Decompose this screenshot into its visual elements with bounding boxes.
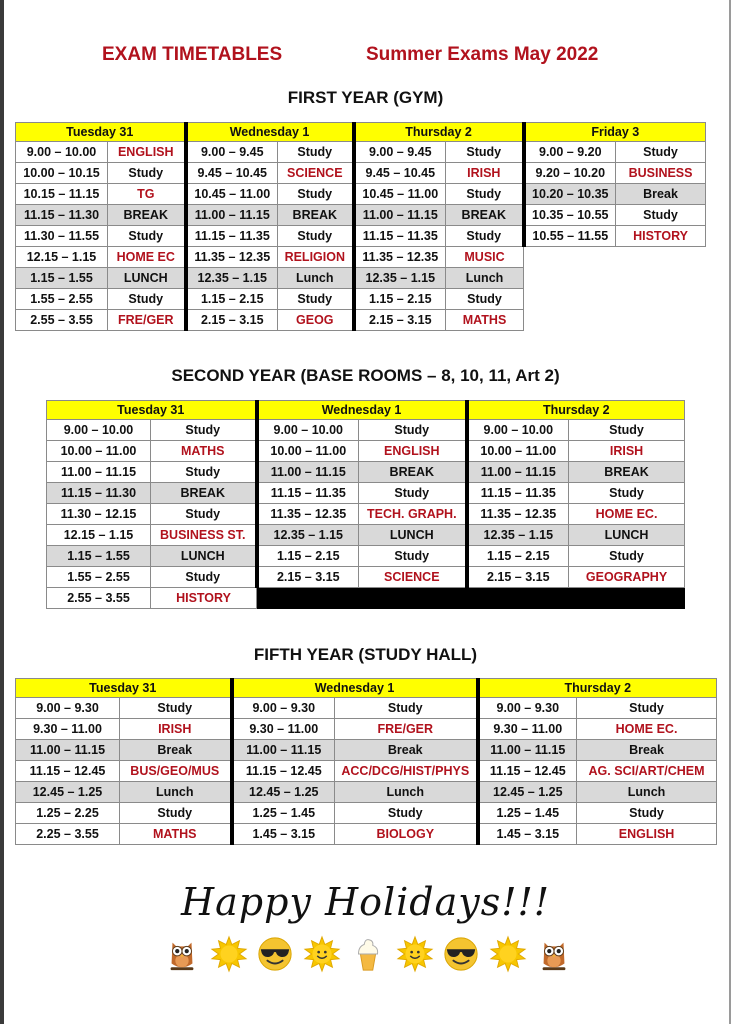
slot-activity: Study: [151, 462, 257, 483]
timetable-row: [16, 782, 717, 803]
slot-activity: LUNCH: [151, 546, 257, 567]
slot-activity: Study: [569, 483, 685, 504]
slot-time: 11.15 – 11.35: [186, 226, 278, 247]
slot-activity: Lunch: [278, 268, 354, 289]
slot-activity: Study: [120, 803, 232, 824]
exam-subject: FRE/GER: [108, 310, 186, 331]
slot-activity: Study: [577, 698, 717, 719]
slot-time: 11.00 – 11.15: [467, 462, 569, 483]
exam-subject: BUSINESS ST.: [151, 525, 257, 546]
exam-subject: TG: [108, 184, 186, 205]
slot-time: 1.15 – 2.15: [467, 546, 569, 567]
timetable-row: [47, 567, 685, 588]
exam-subject: HOME EC.: [569, 504, 685, 525]
slot-time: 1.15 – 1.55: [47, 546, 151, 567]
slot-activity: Study: [108, 289, 186, 310]
slot-time: 1.55 – 2.55: [16, 289, 108, 310]
slot-time: 10.20 – 10.35: [524, 184, 616, 205]
happy-holidays-greeting: Happy Holidays!!!: [180, 880, 551, 924]
slot-activity: BREAK: [446, 205, 524, 226]
slot-time: 12.45 – 1.25: [16, 782, 120, 803]
slot-time: 2.55 – 3.55: [47, 588, 151, 609]
slot-activity: Study: [577, 803, 717, 824]
exam-subject: ENGLISH: [577, 824, 717, 845]
slot-time: 11.00 – 11.15: [186, 205, 278, 226]
slot-time: 1.15 – 2.15: [186, 289, 278, 310]
slot-time: 11.00 – 11.15: [257, 462, 359, 483]
slot-time: 11.00 – 11.15: [478, 740, 577, 761]
slot-activity: Study: [359, 546, 467, 567]
slot-time: 9.00 – 10.00: [257, 420, 359, 441]
slot-time: 9.45 – 10.45: [354, 163, 446, 184]
slot-time: 11.00 – 11.15: [16, 740, 120, 761]
sunglasses-face-icon: [256, 935, 294, 973]
slot-activity: Study: [446, 142, 524, 163]
blacked-out-cell: [257, 588, 685, 609]
owl-icon: [163, 935, 201, 973]
slot-activity: Study: [120, 698, 232, 719]
timetable-row: [16, 289, 706, 310]
timetable-row: [47, 588, 685, 609]
slot-activity: Study: [616, 205, 706, 226]
slot-time: 11.30 – 12.15: [47, 504, 151, 525]
sun-face-icon: [396, 935, 434, 973]
slot-time: 9.00 – 9.30: [478, 698, 577, 719]
timetable-row: [16, 698, 717, 719]
slot-time: 11.15 – 12.45: [232, 761, 335, 782]
slot-activity: Study: [278, 142, 354, 163]
slot-activity: BREAK: [569, 462, 685, 483]
slot-time: 10.45 – 11.00: [186, 184, 278, 205]
slot-time: 12.15 – 1.15: [47, 525, 151, 546]
exam-subject: HISTORY: [151, 588, 257, 609]
exam-subject: TECH. GRAPH.: [359, 504, 467, 525]
day-header-friday-3: Friday 3: [524, 123, 706, 142]
timetable-row: [47, 546, 685, 567]
exam-subject: GEOGRAPHY: [569, 567, 685, 588]
exam-subject: HOME EC.: [577, 719, 717, 740]
timetable-row: [16, 247, 706, 268]
slot-time: 10.45 – 11.00: [354, 184, 446, 205]
slot-activity: BREAK: [359, 462, 467, 483]
slot-activity: LUNCH: [108, 268, 186, 289]
slot-time: 10.55 – 11.55: [524, 226, 616, 247]
timetable-row: [16, 761, 717, 782]
document-title: EXAM TIMETABLES: [102, 44, 283, 65]
first-year-title: FIRST YEAR (GYM): [287, 88, 444, 107]
slot-time: 9.45 – 10.45: [186, 163, 278, 184]
slot-time: 11.15 – 11.30: [16, 205, 108, 226]
slot-time: 11.35 – 12.35: [354, 247, 446, 268]
exam-subject: SCIENCE: [359, 567, 467, 588]
day-header-tuesday-31: Tuesday 31: [16, 123, 186, 142]
exam-subject: ENGLISH: [359, 441, 467, 462]
sun-icon: [210, 935, 248, 973]
slot-time: 9.00 – 10.00: [467, 420, 569, 441]
day-header-row: [16, 679, 717, 698]
slot-time: 11.00 – 11.15: [47, 462, 151, 483]
slot-time: 9.30 – 11.00: [232, 719, 335, 740]
slot-time: 12.35 – 1.15: [467, 525, 569, 546]
empty-cell: [524, 310, 616, 331]
slot-time: 11.35 – 12.35: [257, 504, 359, 525]
slot-activity: Study: [151, 420, 257, 441]
slot-activity: Study: [278, 226, 354, 247]
timetable-row: [47, 462, 685, 483]
slot-time: 1.25 – 1.45: [478, 803, 577, 824]
timetable-row: [16, 803, 717, 824]
slot-time: 11.15 – 11.35: [354, 226, 446, 247]
exam-subject: ACC/DCG/HIST/PHYS: [335, 761, 478, 782]
exam-subject: MATHS: [446, 310, 524, 331]
exam-subject: AG. SCI/ART/CHEM: [577, 761, 717, 782]
slot-time: 9.00 – 9.30: [232, 698, 335, 719]
slot-activity: Break: [616, 184, 706, 205]
day-header-tuesday-31: Tuesday 31: [47, 401, 257, 420]
empty-cell: [616, 310, 706, 331]
slot-time: 11.00 – 11.15: [354, 205, 446, 226]
slot-time: 10.00 – 10.15: [16, 163, 108, 184]
slot-activity: Break: [120, 740, 232, 761]
slot-time: 2.15 – 3.15: [354, 310, 446, 331]
slot-time: 11.35 – 12.35: [467, 504, 569, 525]
slot-time: 12.35 – 1.15: [354, 268, 446, 289]
slot-time: 10.00 – 11.00: [47, 441, 151, 462]
day-header-wednesday-1: Wednesday 1: [186, 123, 354, 142]
slot-activity: Study: [446, 184, 524, 205]
slot-activity: Lunch: [120, 782, 232, 803]
slot-activity: Study: [108, 226, 186, 247]
slot-activity: Break: [577, 740, 717, 761]
slot-time: 10.00 – 11.00: [467, 441, 569, 462]
exam-subject: MATHS: [120, 824, 232, 845]
slot-time: 10.15 – 11.15: [16, 184, 108, 205]
slot-time: 1.25 – 2.25: [16, 803, 120, 824]
slot-time: 9.00 – 9.30: [16, 698, 120, 719]
empty-cell: [524, 289, 616, 310]
empty-cell: [616, 268, 706, 289]
timetable-row: [47, 504, 685, 525]
slot-activity: LUNCH: [359, 525, 467, 546]
slot-time: 9.00 – 9.45: [354, 142, 446, 163]
slot-time: 9.00 – 9.45: [186, 142, 278, 163]
slot-activity: Lunch: [446, 268, 524, 289]
fifth-year-timetable: [15, 678, 717, 845]
slot-activity: Study: [278, 289, 354, 310]
timetable-row: [16, 205, 706, 226]
exam-subject: MATHS: [151, 441, 257, 462]
slot-time: 11.15 – 11.30: [47, 483, 151, 504]
day-header-wednesday-1: Wednesday 1: [257, 401, 467, 420]
slot-time: 2.55 – 3.55: [16, 310, 108, 331]
exam-subject: IRISH: [120, 719, 232, 740]
timetable-row: [47, 525, 685, 546]
slot-activity: Study: [616, 142, 706, 163]
timetable-row: [16, 226, 706, 247]
slot-activity: BREAK: [278, 205, 354, 226]
day-header-tuesday-31: Tuesday 31: [16, 679, 232, 698]
slot-time: 1.55 – 2.55: [47, 567, 151, 588]
first-year-timetable: [15, 122, 706, 331]
slot-time: 1.45 – 3.15: [478, 824, 577, 845]
timetable-row: [16, 268, 706, 289]
slot-activity: Study: [569, 420, 685, 441]
empty-cell: [616, 247, 706, 268]
exam-subject: HOME EC: [108, 247, 186, 268]
slot-time: 11.30 – 11.55: [16, 226, 108, 247]
timetable-row: [16, 740, 717, 761]
slot-time: 12.45 – 1.25: [478, 782, 577, 803]
slot-time: 11.15 – 12.45: [16, 761, 120, 782]
slot-activity: Study: [446, 289, 524, 310]
exam-subject: FRE/GER: [335, 719, 478, 740]
exam-subject: IRISH: [569, 441, 685, 462]
slot-activity: Lunch: [335, 782, 478, 803]
slot-activity: Study: [335, 803, 478, 824]
slot-time: 10.35 – 10.55: [524, 205, 616, 226]
exam-subject: RELIGION: [278, 247, 354, 268]
slot-time: 9.00 – 9.20: [524, 142, 616, 163]
slot-time: 2.15 – 3.15: [467, 567, 569, 588]
slot-time: 9.00 – 10.00: [47, 420, 151, 441]
sun-face-icon: [303, 935, 341, 973]
slot-time: 1.45 – 3.15: [232, 824, 335, 845]
slot-time: 9.30 – 11.00: [478, 719, 577, 740]
slot-time: 9.30 – 11.00: [16, 719, 120, 740]
day-header-wednesday-1: Wednesday 1: [232, 679, 478, 698]
exam-subject: BUSINESS: [616, 163, 706, 184]
sunglasses-face-icon: [442, 935, 480, 973]
exam-subject: ENGLISH: [108, 142, 186, 163]
slot-time: 11.35 – 12.35: [186, 247, 278, 268]
owl-icon: [535, 935, 573, 973]
slot-time: 10.00 – 11.00: [257, 441, 359, 462]
slot-time: 11.15 – 12.45: [478, 761, 577, 782]
second-year-timetable: [46, 400, 685, 609]
timetable-row: [16, 142, 706, 163]
timetable-row: [16, 163, 706, 184]
slot-time: 12.35 – 1.15: [257, 525, 359, 546]
exam-subject: BUS/GEO/MUS: [120, 761, 232, 782]
slot-time: 2.15 – 3.15: [186, 310, 278, 331]
exam-subject: IRISH: [446, 163, 524, 184]
exam-subject: GEOG: [278, 310, 354, 331]
timetable-row: [16, 719, 717, 740]
timetable-row: [16, 310, 706, 331]
slot-time: 1.15 – 1.55: [16, 268, 108, 289]
exam-subject: BIOLOGY: [335, 824, 478, 845]
slot-activity: BREAK: [108, 205, 186, 226]
slot-activity: Study: [569, 546, 685, 567]
slot-time: 1.15 – 2.15: [257, 546, 359, 567]
empty-cell: [524, 247, 616, 268]
slot-time: 12.35 – 1.15: [186, 268, 278, 289]
slot-time: 1.15 – 2.15: [354, 289, 446, 310]
slot-activity: Study: [359, 420, 467, 441]
exam-subject: MUSIC: [446, 247, 524, 268]
slot-time: 11.15 – 11.35: [257, 483, 359, 504]
ice-cream-icon: [349, 935, 387, 973]
slot-time: 12.45 – 1.25: [232, 782, 335, 803]
fifth-year-title: FIFTH YEAR (STUDY HALL): [253, 645, 478, 664]
empty-cell: [524, 268, 616, 289]
slot-time: 9.00 – 10.00: [16, 142, 108, 163]
slot-time: 2.15 – 3.15: [257, 567, 359, 588]
timetable-row: [47, 420, 685, 441]
holiday-emoji-row: [163, 934, 573, 974]
day-header-row: [47, 401, 685, 420]
sun-icon: [489, 935, 527, 973]
slot-activity: LUNCH: [569, 525, 685, 546]
day-header-thursday-2: Thursday 2: [478, 679, 717, 698]
slot-activity: Study: [335, 698, 478, 719]
page-frame-left: [0, 0, 4, 1024]
day-header-thursday-2: Thursday 2: [467, 401, 685, 420]
slot-activity: Study: [446, 226, 524, 247]
slot-activity: BREAK: [151, 483, 257, 504]
slot-time: 9.20 – 10.20: [524, 163, 616, 184]
timetable-row: [16, 824, 717, 845]
slot-time: 1.25 – 1.45: [232, 803, 335, 824]
slot-activity: Lunch: [577, 782, 717, 803]
slot-activity: Study: [278, 184, 354, 205]
exam-subject: HISTORY: [616, 226, 706, 247]
day-header-row: [16, 123, 706, 142]
slot-activity: Study: [151, 567, 257, 588]
timetable-row: [47, 441, 685, 462]
timetable-row: [47, 483, 685, 504]
slot-activity: Break: [335, 740, 478, 761]
slot-time: 11.00 – 11.15: [232, 740, 335, 761]
empty-cell: [616, 289, 706, 310]
slot-activity: Study: [359, 483, 467, 504]
document-subtitle: Summer Exams May 2022: [366, 44, 599, 65]
slot-activity: Study: [108, 163, 186, 184]
slot-time: 12.15 – 1.15: [16, 247, 108, 268]
slot-activity: Study: [151, 504, 257, 525]
slot-time: 2.25 – 3.55: [16, 824, 120, 845]
day-header-thursday-2: Thursday 2: [354, 123, 524, 142]
document-header: [0, 44, 731, 74]
timetable-row: [16, 184, 706, 205]
slot-time: 11.15 – 11.35: [467, 483, 569, 504]
second-year-title: SECOND YEAR (BASE ROOMS – 8, 10, 11, Art 2): [171, 366, 560, 385]
exam-subject: SCIENCE: [278, 163, 354, 184]
